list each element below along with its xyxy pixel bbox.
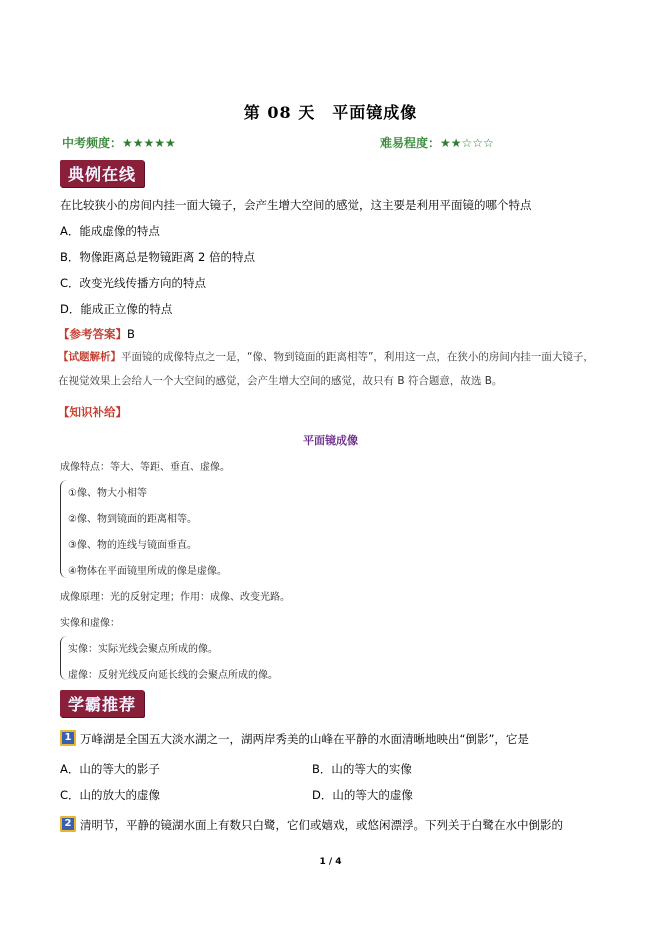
question-option-d: D．能成正立像的特点	[60, 302, 173, 316]
real-image-definition: 实像：实际光线会聚点所成的像。	[68, 644, 218, 655]
difficulty-stars: ★★☆☆☆	[440, 136, 494, 150]
practice-question-stem: 清明节，平静的镜湖水面上有数只白鹭，它们或嬉戏，或悠闲漂浮。下列关于白鹭在水中倒影的	[80, 818, 563, 832]
frequency-label: 中考频度：	[62, 136, 123, 150]
feature-item: ③像、物的连线与镜面垂直。	[68, 540, 197, 551]
feature-item: ①像、物大小相等	[68, 488, 147, 499]
practice-option-d: D．山的等大的虚像	[312, 788, 413, 802]
virtual-image-definition: 虚像：反射光线反向延长线的会聚点所成的像。	[68, 670, 278, 681]
question-stem: 在比较狭小的房间内挂一面大镜子，会产生增大空间的感觉，这主要是利用平面镜的哪个特点	[60, 198, 532, 212]
analysis-text: 平面镜的成像特点之一是，“像、物到镜面的距离相等”，利用这一点，在狭小的房间内挂一面大镜子，在视觉效果上会给人一个大空间的感觉，会产生增大空间的感觉，故只有 B 符合题意，故选 B。	[58, 351, 594, 387]
practice-option-a: A．山的等大的影子	[60, 762, 160, 776]
section-banner-recommend-text: 学霸推荐	[68, 695, 137, 714]
knowledge-label: 【知识补给】	[58, 405, 127, 419]
difficulty-level	[380, 134, 494, 151]
knowledge-title: 平面镜成像	[303, 434, 358, 447]
difficulty-label: 难易程度：	[380, 136, 441, 150]
page-number: 1 / 4	[319, 857, 342, 867]
practice-question-stem: 万峰湖是全国五大淡水湖之一，湖两岸秀美的山峰在平静的水面清晰地映出“倒影”，它是	[80, 732, 529, 746]
features-brace	[60, 480, 67, 578]
features-summary: 成像特点：等大、等距、垂直、虚像。	[60, 462, 230, 473]
frequency-stars: ★★★★★	[122, 136, 176, 150]
section-banner-example	[60, 160, 144, 187]
practice-option-b: B．山的等大的实像	[312, 762, 412, 776]
feature-item: ④物体在平面镜里所成的像是虚像。	[68, 566, 227, 577]
reference-answer	[58, 326, 135, 342]
analysis	[58, 345, 603, 393]
exam-frequency	[62, 134, 176, 151]
page-title: 第 08 天 平面镜成像	[243, 103, 418, 122]
imaging-principle: 成像原理：光的反射定理；作用：成像、改变光路。	[60, 592, 290, 603]
question-number-icon: 1	[60, 730, 76, 746]
feature-item: ②像、物到镜面的距离相等。	[68, 514, 197, 525]
answer-label: 【参考答案】	[58, 327, 127, 341]
question-option-b: B．物像距离总是物镜距离 2 倍的特点	[60, 250, 256, 264]
question-option-a: A．能成虚像的特点	[60, 224, 160, 238]
section-banner-recommend	[60, 690, 144, 717]
section-banner-example-text: 典例在线	[68, 165, 137, 184]
practice-option-c: C．山的放大的虚像	[60, 788, 161, 802]
real-virtual-label: 实像和虚像：	[60, 618, 120, 629]
analysis-label: 【试题解析】	[58, 351, 121, 363]
real-virtual-brace	[60, 636, 67, 680]
question-number-icon: 2	[60, 816, 76, 832]
answer-value: B	[127, 327, 135, 341]
question-option-c: C．改变光线传播方向的特点	[60, 276, 207, 290]
